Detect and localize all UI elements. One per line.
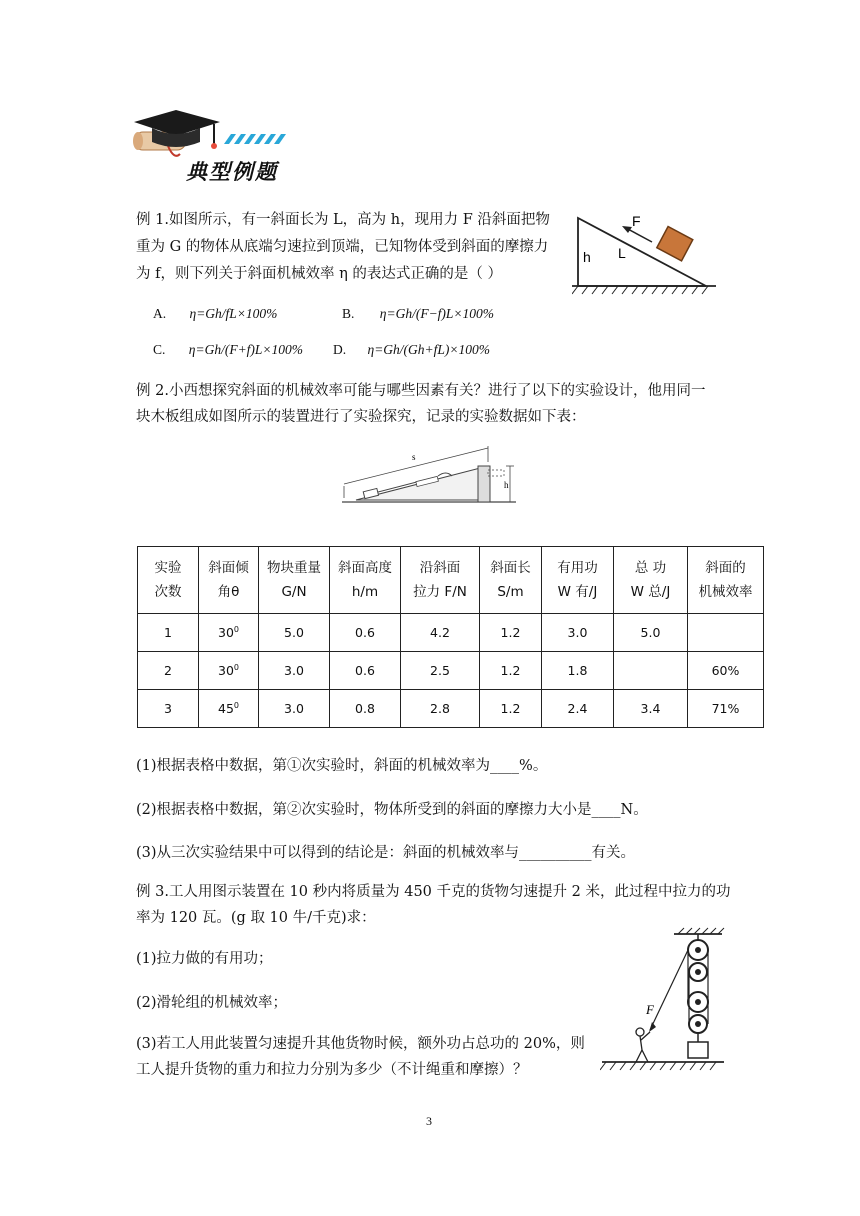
ex2-apparatus-figure xyxy=(338,440,528,522)
table-cell: 71% xyxy=(688,690,764,728)
table-header-cell: 斜面倾 角θ xyxy=(199,547,259,614)
banner-title: 典型例题 xyxy=(186,160,278,184)
table-cell: 3.0 xyxy=(542,614,614,652)
table-cell: 2.5 xyxy=(401,652,480,690)
table-cell: 0.6 xyxy=(330,652,401,690)
table-cell: 1 xyxy=(138,614,199,652)
table-cell: 1.2 xyxy=(480,652,542,690)
table-cell: 3.0 xyxy=(259,690,330,728)
table-cell: 3.4 xyxy=(614,690,688,728)
ex2-question-2: (2)根据表格中数据，第②次实验时，物体所受到的斜面的摩擦力大小是____N。 xyxy=(136,802,648,818)
ex1-incline-figure xyxy=(572,212,722,300)
ex3-question-3-cont: 工人提升货物的重力和拉力分别为多少（不计绳重和摩擦）？ xyxy=(136,1062,528,1078)
table-header-cell: 总 功 W 总/J xyxy=(614,547,688,614)
ex3-force-label: F xyxy=(646,1002,654,1017)
page-number: 3 xyxy=(426,1114,432,1128)
ex1-option-c: C. η=Gh/(F+f)L×100% xyxy=(153,342,304,357)
ex1-length-label: L xyxy=(618,245,626,261)
table-cell: 4.2 xyxy=(401,614,480,652)
table-header-row xyxy=(138,547,764,614)
table-cell: 0.8 xyxy=(330,690,401,728)
ex3-line-2: 率为 120 瓦。(g 取 10 牛/千克)求： xyxy=(136,910,376,926)
table-cell: $45^0$ xyxy=(199,690,259,728)
ex2-question-1: (1)根据表格中数据，第①次实验时，斜面的机械效率为____%。 xyxy=(136,758,548,774)
table-header-cell: 斜面的 机械效率 xyxy=(688,547,764,614)
ex3-pulley-figure xyxy=(600,926,730,1076)
table-cell: 5.0 xyxy=(614,614,688,652)
table-cell: 60% xyxy=(688,652,764,690)
ex1-height-label: h xyxy=(583,249,591,265)
table-cell xyxy=(688,614,764,652)
ex2-question-3: (3)从三次实验结果中可以得到的结论是：斜面的机械效率与__________有关。 xyxy=(136,845,636,861)
table-cell: 1.2 xyxy=(480,690,542,728)
table-cell: 2 xyxy=(138,652,199,690)
ex1-option-a: A. η=Gh/fL×100% xyxy=(153,306,278,321)
table-row xyxy=(138,690,764,728)
table-cell: 1.2 xyxy=(480,614,542,652)
ex1-option-b: B. η=Gh/(F−f)L×100% xyxy=(342,306,495,321)
table-cell: $30^0$ xyxy=(199,614,259,652)
ex1-line-1: 例 1.如图所示，有一斜面长为 L，高为 h，现用力 F 沿斜面把物 xyxy=(136,212,550,228)
ex3-question-2: (2)滑轮组的机械效率； xyxy=(136,995,288,1011)
table-cell: 5.0 xyxy=(259,614,330,652)
ex2-s-label: s xyxy=(412,452,416,462)
table-row xyxy=(138,614,764,652)
table-cell: 3.0 xyxy=(259,652,330,690)
ex2-line-1: 例 2.小西想探究斜面的机械效率可能与哪些因素有关？进行了以下的实验设计，他用同一 xyxy=(136,383,706,399)
ex3-question-3: (3)若工人用此装置匀速提升其他货物时候，额外功占总功的 20%，则 xyxy=(136,1036,585,1052)
table-header-cell: 斜面高度 h/m xyxy=(330,547,401,614)
header-banner xyxy=(128,110,298,190)
table-header-cell: 有用功 W 有/J xyxy=(542,547,614,614)
table-cell: 2.4 xyxy=(542,690,614,728)
ex1-force-label: F xyxy=(632,213,641,229)
table-header-cell: 斜面长 S/m xyxy=(480,547,542,614)
table-cell: 3 xyxy=(138,690,199,728)
ex1-line-2: 重为 G 的物体从底端匀速拉到顶端，已知物体受到斜面的摩擦力 xyxy=(136,239,549,255)
ex3-line-1: 例 3.工人用图示装置在 10 秒内将质量为 450 千克的货物匀速提升 2 米，此过程中拉力的功 xyxy=(136,884,731,900)
ex1-option-d: D. η=Gh/(Gh+fL)×100% xyxy=(333,342,491,357)
table-cell: 1.8 xyxy=(542,652,614,690)
ex3-question-1: (1)拉力做的有用功； xyxy=(136,951,273,967)
table-cell: 2.8 xyxy=(401,690,480,728)
table-cell: $30^0$ xyxy=(199,652,259,690)
table-cell xyxy=(614,652,688,690)
ex2-line-2: 块木板组成如图所示的装置进行了实验探究，记录的实验数据如下表： xyxy=(136,409,586,425)
table-header-cell: 沿斜面 拉力 F/N xyxy=(401,547,480,614)
ex1-line-3: 为 f，则下列关于斜面机械效率 η 的表达式正确的是（ ） xyxy=(136,266,502,282)
ex2-h-label: h xyxy=(504,480,509,490)
table-row xyxy=(138,652,764,690)
table-header-cell: 实验 次数 xyxy=(138,547,199,614)
table-cell: 0.6 xyxy=(330,614,401,652)
table-header-cell: 物块重量 G/N xyxy=(259,547,330,614)
ex2-data-table xyxy=(137,546,764,728)
